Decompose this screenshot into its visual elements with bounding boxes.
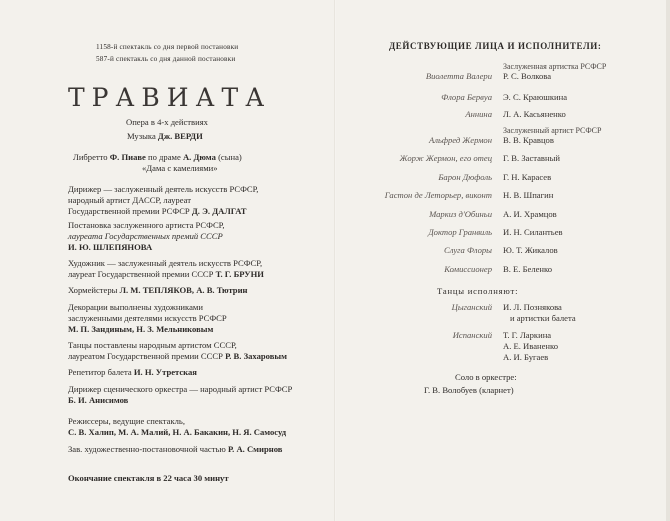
cast-role: Виолетта Валери [425,71,492,81]
gypsy-dance-ensemble: и артистки балета [510,313,576,323]
soloist-name: Г. В. Волобуев [424,385,477,395]
page-edge [666,0,670,521]
performance-count-current: 587-й спектакль со дня данной постановки [96,55,236,63]
cast-role: Жорж Жермон, его отец [399,153,492,163]
performance-count-first: 1158-й спектакль со дня первой постановки [96,43,239,51]
directors-line-1: Режиссеры, ведущие спектакль, [68,416,185,426]
cast-header: ДЕЙСТВУЮЩИЕ ЛИЦА И ИСПОЛНИТЕЛИ: [389,41,602,51]
cast-performer: Р. С. Волкова [503,71,552,81]
libretto-credit [73,152,242,163]
ballet-rep-name: И. Н. Утретская [133,367,197,377]
gypsy-dance-role: Цыганский [451,302,492,312]
staging-line-1: Постановка заслуженного артиста РСФСР, [68,220,225,230]
cast-role: Барон Дюфоль [438,172,492,182]
dances-header: Танцы исполняют: [437,286,519,296]
decor-line-1: Декорации выполнены художниками [68,302,203,312]
cast-role: Слуга Флоры [443,245,492,255]
head-of-production [68,444,282,455]
librettist-name: Ф. Пиаве [109,152,146,162]
ballet-repetiteur [68,367,197,378]
artist-line-2 [68,269,264,280]
artist-name: Т. Г. БРУНИ [215,269,264,279]
cast-role: Гастон де Леторьер, виконт [384,190,492,200]
cast-performer: А. И. Храмцов [503,209,557,219]
conductor-award: Государственной премии РСФСР [68,206,190,216]
decor-names: М. П. Зандиным, Н. З. Мельниковым [68,324,214,334]
head-prefix: Зав. художественно-постановочной частью [68,444,226,454]
head-name: Р. А. Смирнов [228,444,283,454]
libretto-mid: по драме [148,152,181,162]
libretto-suffix: (сына) [218,152,242,162]
conductor-line-2: народный артист ДАССР, лауреат [68,195,191,205]
composer-name: Дж. ВЕРДИ [157,131,203,141]
chorus-prefix: Хормейстеры [68,285,118,295]
solo-instrument: (кларнет) [479,385,514,395]
cast-performer: В. В. Кравцов [503,135,554,145]
conductor-name: Д. Э. ДАЛГАТ [191,206,247,216]
opera-subtitle: Опера в 4-х действиях [126,117,208,127]
cast-performer: Г. В. Заставный [503,153,560,163]
cast-performer: Э. С. Краюшкина [503,92,568,102]
cast-performer: Г. Н. Карасев [503,172,552,182]
solo-header: Соло в оркестре: [455,372,517,382]
spanish-dance-performer-3: А. И. Бугаев [503,352,549,362]
chorus-credit [68,285,248,296]
spanish-dance-performer-1: Т. Г. Ларкина [503,330,552,340]
ballet-rep-prefix: Репетитор балета [68,367,132,377]
cast-performer: В. Е. Беленко [503,264,553,274]
directors-names: С. В. Халип, М. А. Малий, Н. А. Бакакин, Н. Я. Самосуд [68,427,287,437]
music-credit [127,131,203,142]
cast-role: Флора Бервуа [441,92,492,102]
decor-line-2: заслуженными деятелями искусств РСФСР [68,313,227,323]
gypsy-dance-performer: И. Л. Познякова [503,302,562,312]
dances-award: лауреатом Государственной премии СССР [68,351,223,361]
stage-orchestra-name: Б. И. Анисимов [68,395,129,405]
cast-performer: И. Н. Силантьев [503,227,563,237]
music-prefix: Музыка [127,131,156,141]
stage-orchestra-line-1: Дирижер сценического оркестра — народный артист РСФСР [68,384,293,394]
cast-role: Альфред Жермон [428,135,492,145]
cast-role: Маркиз д'Обиньи [429,209,492,219]
cast-role: Аннина [465,109,492,119]
cast-performer: Ю. Т. Жикалов [503,245,558,255]
chorus-names: Л. М. ТЕПЛЯКОВ, А. В. Тютрин [119,285,248,295]
artist-award: лауреат Государственной премии СССР [68,269,214,279]
staging-name: И. Ю. ШЛЕПЯНОВА [68,242,153,252]
spanish-dance-role: Испанский [452,330,492,340]
conductor-line-1: Дирижер — заслуженный деятель искусств РСФСР, [68,184,259,194]
choreographer-name: Р. В. Захаровым [225,351,287,361]
dances-line-1: Танцы поставлены народным артистом СССР, [68,340,237,350]
opera-title: ТРАВИАТА [68,83,272,112]
solo-credit [424,385,514,396]
cast-performer-title: Заслуженный артист РСФСР [503,126,602,135]
cast-performer-title: Заслуженная артистка РСФСР [503,62,607,71]
artist-line-1: Художник — заслуженный деятель искусств РСФСР, [68,258,263,268]
conductor-line-3 [68,206,246,217]
dances-line-2 [68,351,287,362]
spanish-dance-performer-2: А. Е. Иваненко [503,341,559,351]
end-time-note: Окончание спектакля в 22 часа 30 минут [68,473,229,483]
cast-role: Комиссионер [444,264,492,274]
page-fold [334,0,336,521]
libretto-work: «Дама с камелиями» [142,163,218,173]
cast-performer: Н. В. Шпагин [503,190,554,200]
cast-performer: Л. А. Касьяненко [503,109,566,119]
libretto-prefix: Либретто [73,152,108,162]
dramatist-name: А. Дюма [182,152,216,162]
cast-role: Доктор Гранвиль [428,227,492,237]
staging-line-2: лауреата Государственных премий СССР [68,231,223,241]
